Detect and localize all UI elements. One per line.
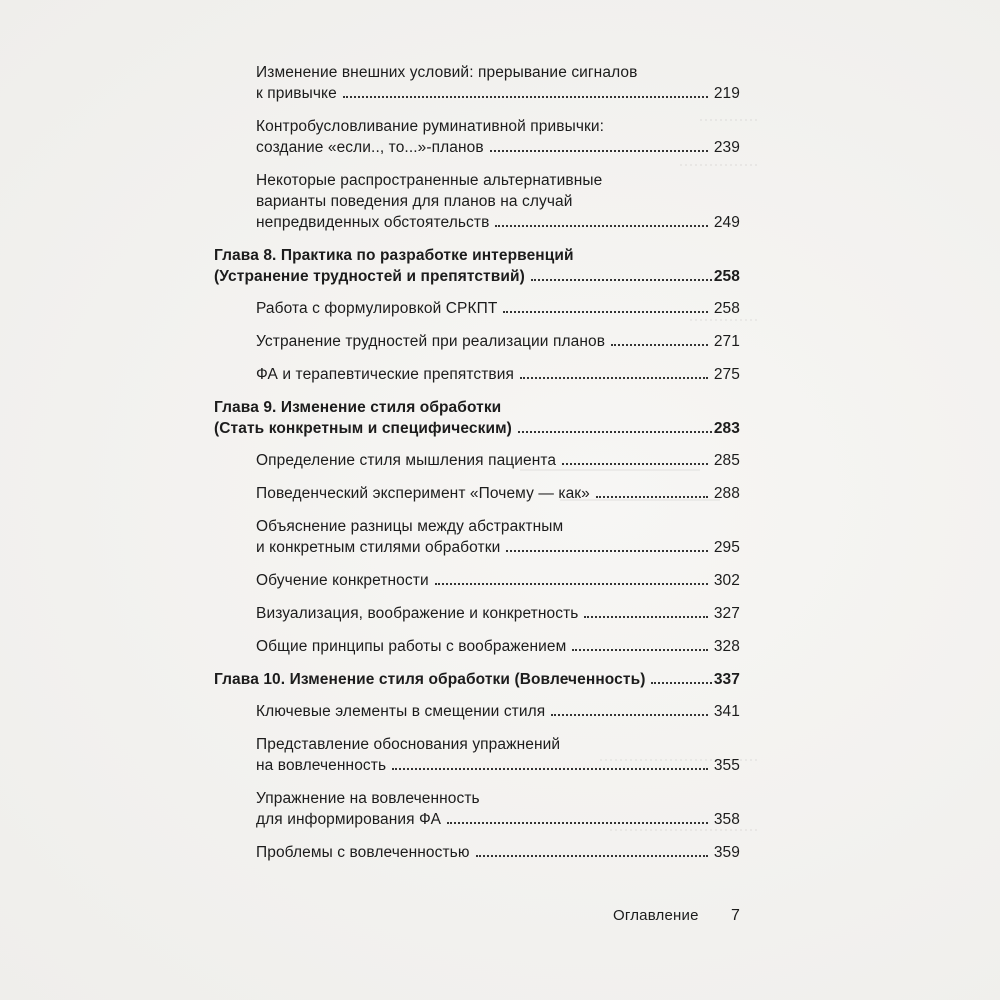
dot-leader xyxy=(611,344,708,346)
toc-page-number: 341 xyxy=(713,703,740,720)
toc-entry-last-line xyxy=(256,137,740,158)
toc-page-number: 327 xyxy=(713,605,740,622)
dot-leader xyxy=(476,855,708,857)
toc-entry-title-line: Визуализация, воображение и конкретность xyxy=(256,605,579,622)
toc-section-entry[interactable] xyxy=(214,116,740,158)
toc-section-entry[interactable] xyxy=(214,788,740,830)
toc-chapter-entry[interactable] xyxy=(214,245,740,287)
toc-section-entry[interactable] xyxy=(214,170,740,233)
dot-leader xyxy=(551,714,708,716)
toc-entry-last-line xyxy=(256,603,740,624)
toc-entry-title-line: Устранение трудностей при реализации планов xyxy=(256,333,606,350)
toc-entry-title-line: Глава 10. Изменение стиля обработки (Вовлеченность) xyxy=(214,671,646,688)
toc-page-number: 239 xyxy=(713,139,740,156)
toc-page-number: 302 xyxy=(713,572,740,589)
toc-entry-title-line: к привычке xyxy=(256,85,337,102)
toc-entry-last-line xyxy=(256,483,740,504)
toc-entry-last-line xyxy=(256,450,740,471)
toc-entry-title-line: Глава 9. Изменение стиля обработки xyxy=(214,399,502,416)
toc-page-number: 283 xyxy=(713,420,740,437)
toc-entry-last-line xyxy=(214,266,740,287)
toc-entry-title-line: Некоторые распространенные альтернативные xyxy=(256,172,603,189)
dot-leader xyxy=(435,583,708,585)
dot-leader xyxy=(572,649,707,651)
toc-entry-title-line: Упражнение на вовлеченность xyxy=(256,790,480,807)
dot-leader xyxy=(503,311,707,313)
toc-page-number: 258 xyxy=(713,300,740,317)
toc-entry-last-line xyxy=(256,701,740,722)
dot-leader xyxy=(531,279,712,281)
dot-leader xyxy=(596,496,708,498)
toc-section-entry[interactable] xyxy=(214,364,740,385)
dot-leader xyxy=(518,431,712,433)
toc-entry-title-line: Представление обоснования упражнений xyxy=(256,736,561,753)
dot-leader xyxy=(584,616,707,618)
toc-section-entry[interactable] xyxy=(214,636,740,657)
toc-entry-title-line: Поведенческий эксперимент «Почему — как» xyxy=(256,485,590,502)
dot-leader xyxy=(490,150,708,152)
toc-entry-title-line: Объяснение разницы между абстрактным xyxy=(256,518,564,535)
toc-chapter-entry[interactable] xyxy=(214,397,740,439)
toc-page-number: 271 xyxy=(713,333,740,350)
toc-section-entry[interactable] xyxy=(214,331,740,352)
toc-entry-title-line: непредвиденных обстоятельств xyxy=(256,214,490,231)
toc-page-number: 219 xyxy=(713,85,740,102)
toc-section-entry[interactable] xyxy=(214,298,740,319)
toc-entry-title-line: на вовлеченность xyxy=(256,757,387,774)
toc-entry-title-line: Глава 8. Практика по разработке интервенций xyxy=(214,247,574,264)
toc-entry-title-line: Работа с формулировкой СРКПТ xyxy=(256,300,498,317)
toc-entry-title-line: для информирования ФА xyxy=(256,811,442,828)
toc-entry-last-line xyxy=(256,636,740,657)
toc-page-number: 358 xyxy=(713,811,740,828)
toc-entry-title-line: и конкретным стилями обработки xyxy=(256,539,501,556)
toc-section-entry[interactable] xyxy=(214,734,740,776)
toc-page-number: 258 xyxy=(713,268,740,285)
toc-entry-title-line: Проблемы с вовлеченностью xyxy=(256,844,470,861)
toc-entry-last-line xyxy=(214,669,740,690)
toc-section-entry[interactable] xyxy=(214,450,740,471)
toc-entry-last-line xyxy=(256,755,740,776)
toc-entry-last-line xyxy=(256,212,740,233)
dot-leader xyxy=(343,96,708,98)
table-of-contents xyxy=(214,62,740,863)
toc-section-entry[interactable] xyxy=(214,570,740,591)
toc-entry-last-line xyxy=(256,842,740,863)
toc-page-number: 275 xyxy=(713,366,740,383)
toc-entry-last-line xyxy=(256,809,740,830)
toc-entry-last-line xyxy=(214,418,740,439)
toc-entry-last-line xyxy=(256,570,740,591)
toc-entry-last-line xyxy=(256,83,740,104)
toc-section-entry[interactable] xyxy=(214,62,740,104)
toc-entry-title-line: Изменение внешних условий: прерывание сигналов xyxy=(256,64,638,81)
dot-leader xyxy=(495,225,707,227)
toc-page-number: 359 xyxy=(713,844,740,861)
toc-entry-title-line: Контробусловливание руминативной привычки: xyxy=(256,118,605,135)
toc-entry-title-line: (Устранение трудностей и препятствий) xyxy=(214,268,525,285)
toc-section-entry[interactable] xyxy=(214,603,740,624)
toc-entry-last-line xyxy=(256,364,740,385)
toc-section-entry[interactable] xyxy=(214,842,740,863)
toc-section-entry[interactable] xyxy=(214,516,740,558)
dot-leader xyxy=(506,550,707,552)
toc-page-number: 288 xyxy=(713,485,740,502)
running-footer-title: Оглавление xyxy=(613,907,699,924)
toc-entry-last-line xyxy=(256,331,740,352)
toc-page-number: 337 xyxy=(713,671,740,688)
dot-leader xyxy=(447,822,708,824)
toc-entry-title-line: ФА и терапевтические препятствия xyxy=(256,366,514,383)
toc-entry-last-line xyxy=(256,298,740,319)
dot-leader xyxy=(392,768,708,770)
dot-leader xyxy=(651,682,711,684)
toc-entry-title-line: Обучение конкретности xyxy=(256,572,429,589)
toc-entry-title-line: Общие принципы работы с воображением xyxy=(256,638,567,655)
toc-page-number: 355 xyxy=(713,757,740,774)
toc-page-number: 285 xyxy=(713,452,740,469)
toc-entry-title-line: варианты поведения для планов на случай xyxy=(256,193,573,210)
toc-entry-title-line: создание «если.., то...»-планов xyxy=(256,139,484,156)
toc-entry-title-line: Определение стиля мышления пациента xyxy=(256,452,557,469)
toc-entry-title-line: Ключевые элементы в смещении стиля xyxy=(256,703,546,720)
toc-page-number: 328 xyxy=(713,638,740,655)
toc-section-entry[interactable] xyxy=(214,701,740,722)
toc-entry-title-line: (Стать конкретным и специфическим) xyxy=(214,420,512,437)
dot-leader xyxy=(520,377,708,379)
page-number: 7 xyxy=(731,907,740,924)
dot-leader xyxy=(562,463,708,465)
toc-section-entry[interactable] xyxy=(214,483,740,504)
toc-page-number: 295 xyxy=(713,539,740,556)
toc-chapter-entry[interactable] xyxy=(214,669,740,690)
toc-page-number: 249 xyxy=(713,214,740,231)
toc-entry-last-line xyxy=(256,537,740,558)
